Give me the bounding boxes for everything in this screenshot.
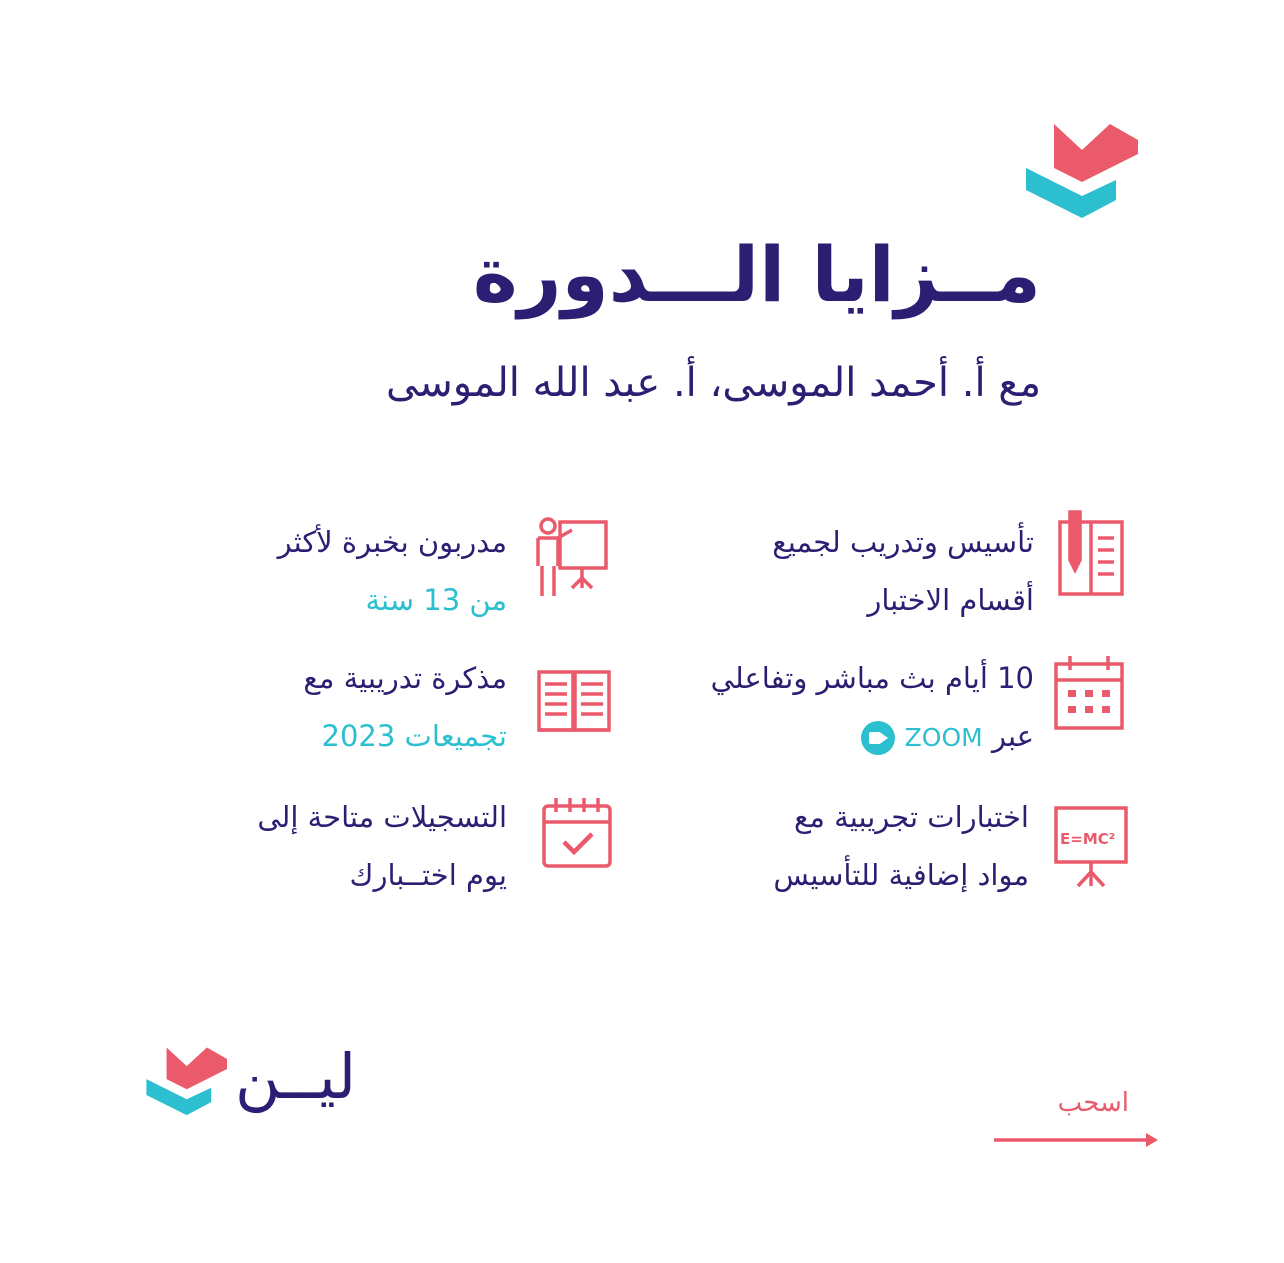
- svg-text:E=MC²: E=MC²: [1060, 830, 1116, 848]
- zoom-icon: [861, 721, 895, 755]
- feature-line: 10 أيام بث مباشر وتفاعلي: [710, 661, 1034, 695]
- feature-line-highlight: تجميعات 2023: [321, 719, 507, 753]
- open-book-icon: [535, 652, 613, 742]
- feature-line: مدربون بخبرة لأكثر: [277, 525, 507, 559]
- brand-name: ليــن: [235, 1040, 357, 1113]
- trainer-board-icon: [532, 512, 610, 602]
- feature-mock-tests: [773, 788, 1029, 904]
- feature-line: أقسام الاختبار: [867, 583, 1034, 617]
- emc2-board-icon: [1052, 800, 1130, 890]
- feature-line: اختبارات تجريبية مع: [793, 800, 1029, 834]
- feature-trainers: [278, 513, 507, 629]
- feature-line-highlight: من 13 سنة: [365, 583, 507, 617]
- calendar-grid-icon: [1050, 650, 1128, 740]
- swipe-label[interactable]: اسحب: [1057, 1088, 1129, 1118]
- brand-chevron-icon: [1022, 122, 1140, 222]
- feature-line: مذكرة تدريبية مع: [303, 661, 507, 695]
- feature-recordings: [257, 788, 507, 904]
- feature-live-days: [711, 649, 1034, 767]
- feature-line: التسجيلات متاحة إلى: [257, 800, 507, 834]
- brand-logo: [140, 1046, 232, 1118]
- feature-foundation: [772, 513, 1034, 629]
- brand-mark-top: [1022, 122, 1140, 222]
- swipe-arrow-icon[interactable]: [994, 1130, 1158, 1150]
- feature-prefix: عبر: [991, 719, 1034, 753]
- feature-line: تأسيس وتدريب لجميع: [772, 525, 1034, 559]
- feature-booklet: [303, 649, 507, 765]
- notebook-pen-icon: [1052, 508, 1130, 598]
- calendar-check-icon: [538, 790, 616, 880]
- feature-line-zoom: [711, 707, 1034, 767]
- feature-line: يوم اختــبارك: [349, 858, 507, 892]
- page-title: مــزايا الـــدورة: [472, 230, 1041, 319]
- feature-line: مواد إضافية للتأسيس: [773, 858, 1029, 892]
- zoom-label: ZOOM: [904, 723, 983, 752]
- page-subtitle: مع أ. أحمد الموسى، أ. عبد الله الموسى: [385, 360, 1041, 406]
- brand-chevron-icon: [140, 1046, 232, 1118]
